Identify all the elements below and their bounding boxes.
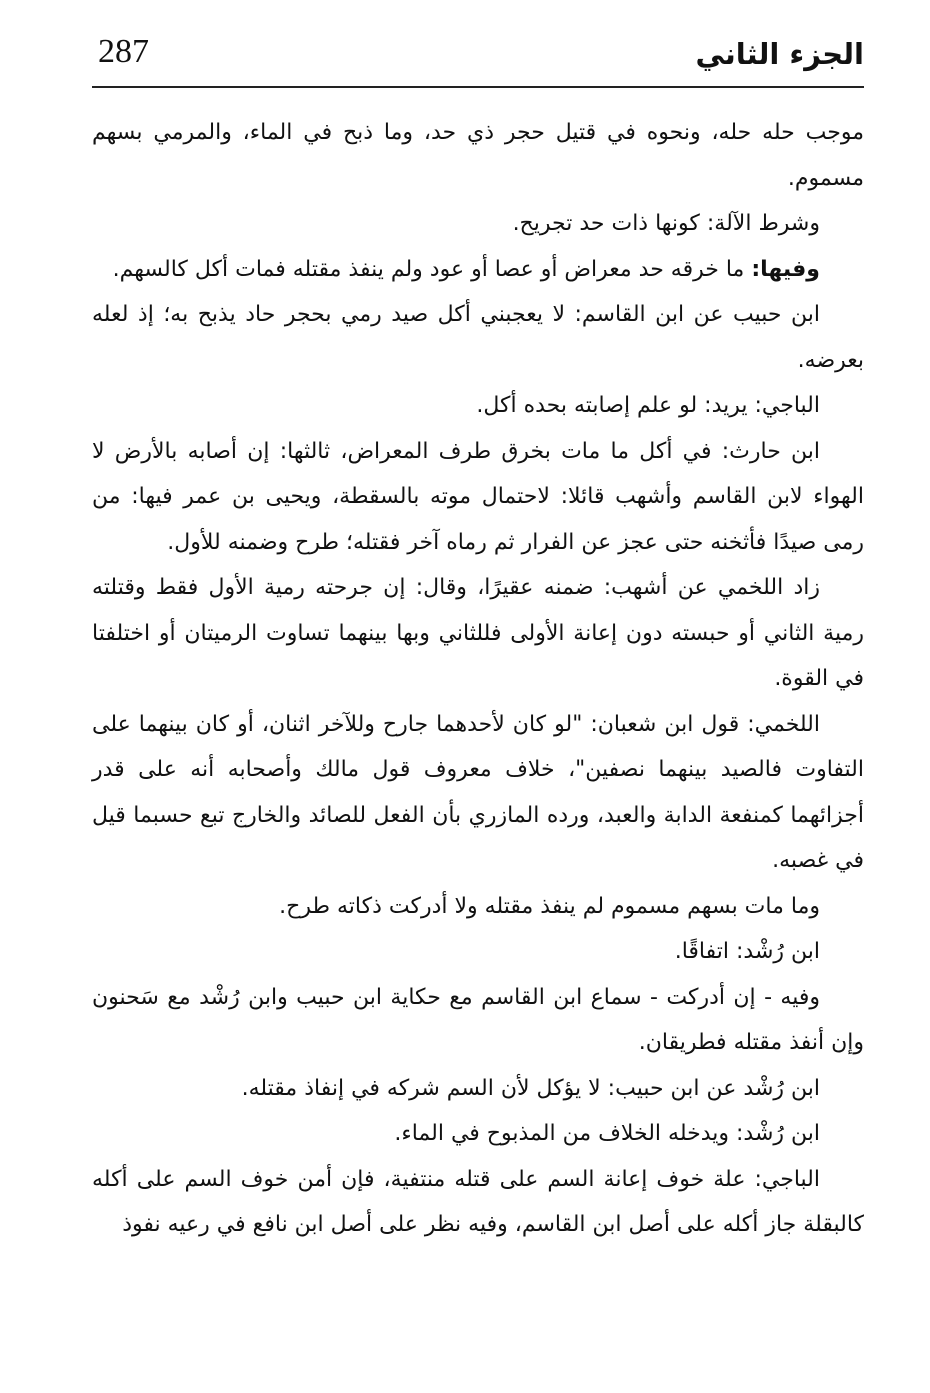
paragraph-5: [92, 383, 864, 429]
paragraph-13: [92, 1111, 864, 1157]
paragraph-text: زاد اللخمي عن أشهب: ضمنه عقيرًا، وقال: إن جرحته رمية الأول فقط وقتلته رمية الثاني أو حبسته دون إعانة الأولى فللثاني وبها بينهما تساوت الرميتان أو اختلفتا في القوة.: [92, 575, 864, 691]
paragraph-2: [92, 201, 864, 247]
paragraph-text: ابن حارث: في أكل ما مات بخرق طرف المعراض، ثالثها: إن أصابه بالأرض لا الهواء لابن القاسم وأشهب قائلا: لاحتمال موته بالسقطة، ويحيى بن عمر فيها: من رمى صيدًا فأثخنه حتى عجز عن الفرار ثم رماه آخر فقتله؛ طرح وضمنه للأول.: [92, 438, 864, 555]
paragraph-text: موجب حله حله، ونحوه في قتيل حجر ذي حد، وما ذبح في الماء، والمرمي بسهم مسموم.: [92, 120, 864, 191]
paragraph-text: وشرط الآلة: كونها ذات حد تجريح.: [512, 211, 820, 236]
body-text: [92, 110, 864, 1248]
paragraph-text: ابن حبيب عن ابن القاسم: لا يعجبني أكل صيد رمي بحجر حاد يذبح به؛ إذ لعله بعرضه.: [92, 302, 864, 373]
paragraph-4: [92, 292, 864, 383]
paragraph-1: [92, 110, 864, 201]
header-rule: [92, 86, 864, 88]
paragraph-9: [92, 884, 864, 930]
paragraph-text: ابن رُشْد عن ابن حبيب: لا يؤكل لأن السم شركه في إنفاذ مقتله.: [241, 1075, 820, 1101]
paragraph-lead: وفيها:: [751, 256, 820, 282]
paragraph-text: الباجي: علة خوف إعانة السم على قتله منتفية، فإن أمن خوف السم على أكله كالبقلة جاز أكله على أصل ابن القاسم، وفيه نظر على أصل ابن نافع في رعيه نفوذ: [92, 1166, 864, 1237]
paragraph-text: ما خرقه حد معراض أو عصا أو عود ولم ينفذ مقتله فمات أكل كالسهم.: [112, 256, 752, 282]
paragraph-3: [92, 247, 864, 293]
paragraph-text: ابن رُشْد: ويدخله الخلاف من المذبوح في الماء.: [394, 1121, 820, 1146]
paragraph-10: [92, 929, 864, 975]
paragraph-14: [92, 1157, 864, 1248]
paragraph-7: [92, 565, 864, 702]
paragraph-11: [92, 975, 864, 1066]
paragraph-6: [92, 429, 864, 566]
page-header: [92, 30, 864, 88]
running-title: الجزء الثاني: [695, 37, 864, 71]
paragraph-text: الباجي: يريد: لو علم إصابته بحده أكل.: [476, 393, 820, 418]
paragraph-8: [92, 702, 864, 884]
paragraph-12: [92, 1066, 864, 1112]
paragraph-text: وفيه - إن أدركت - سماع ابن القاسم مع حكاية ابن حبيب وابن رُشْد مع سَحنون وإن أنفذ مقتله فطريقان.: [92, 984, 864, 1055]
paragraph-text: وما مات بسهم مسموم لم ينفذ مقتله ولا أدركت ذكاته طرح.: [279, 893, 820, 919]
paragraph-text: اللخمي: قول ابن شعبان: "لو كان لأحدهما جارح وللآخر اثنان، أو كان بينهما على التفاوت فالصيد بينهما نصفين"، خلاف معروف قول مالك وأصحابه أنه على قدر أجزائهما كمنفعة الدابة والعبد، ورده المازري بأن الفعل للصائد والخارج تبع حسبما قيل في غصبه.: [92, 711, 864, 873]
page-number: 287: [98, 33, 149, 70]
paragraph-text: ابن رُشْد: اتفاقًا.: [674, 939, 820, 964]
